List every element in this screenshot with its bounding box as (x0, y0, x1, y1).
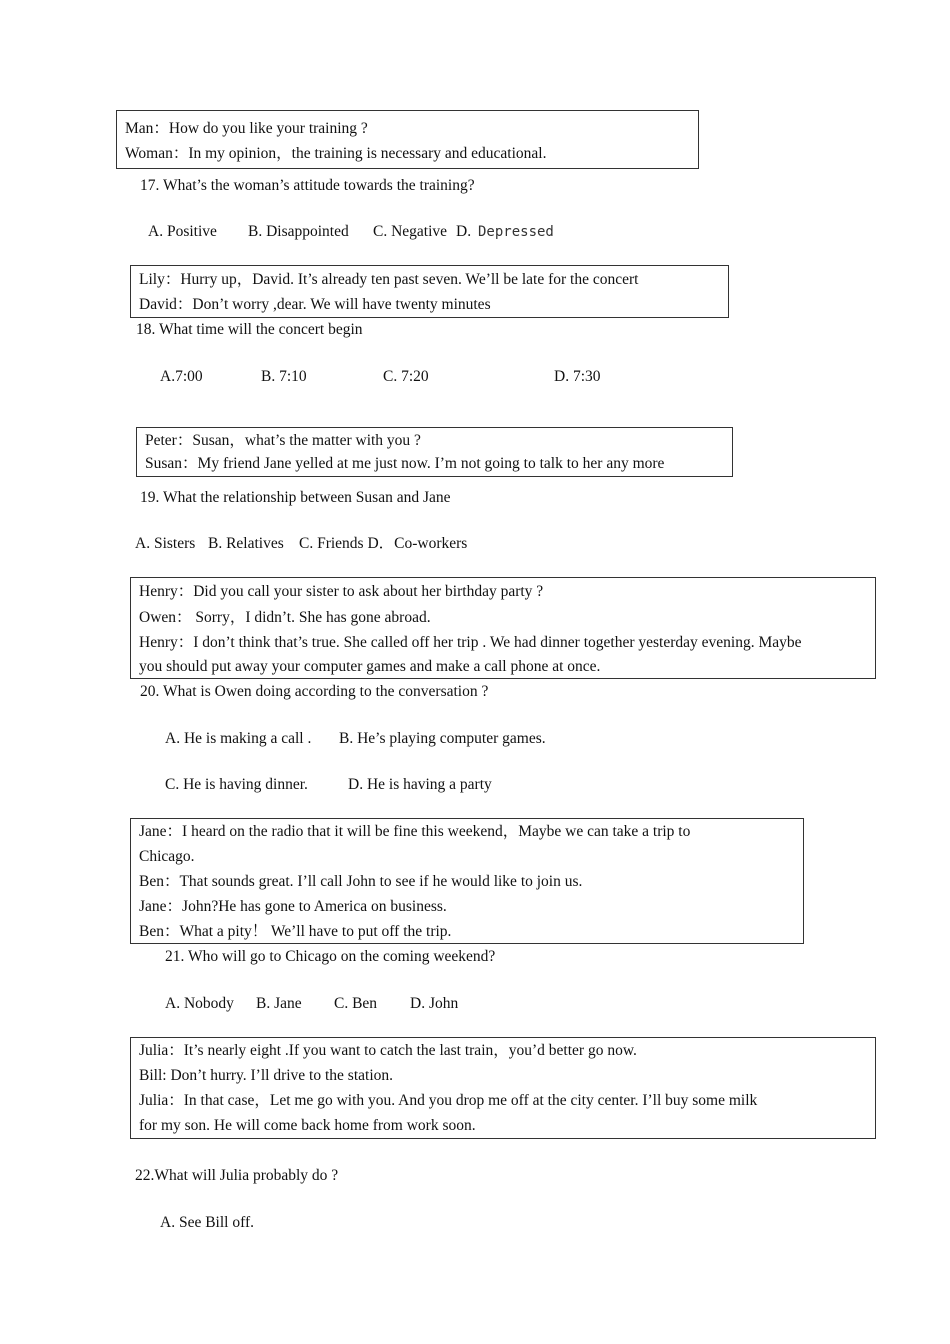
option-a: A. Nobody (165, 995, 234, 1012)
dialog-line: Henry：Did you call your sister to ask about her birthday party ? (139, 583, 544, 600)
dialog-line: Owen： Sorry，I didn’t. She has gone abroad. (139, 609, 431, 626)
option-a: A. Positive (148, 223, 217, 240)
question-17: 17. What’s the woman’s attitude towards the training? (140, 177, 475, 194)
option-d-label: D. (456, 223, 472, 240)
option-a: A. See Bill off. (160, 1214, 254, 1231)
dialog-line: Ben：What a pity！ We’ll have to put off the trip. (139, 923, 452, 940)
dialog-box-22 (130, 1037, 876, 1139)
option-b: B. He’s playing computer games. (339, 730, 546, 747)
dialog-line: Jane：John?He has gone to America on business. (139, 898, 447, 915)
dialog-line: for my son. He will come back home from work soon. (139, 1117, 476, 1134)
option-c: C. Ben (334, 995, 378, 1012)
option-c: C. 7:20 (383, 368, 429, 385)
question-20: 20. What is Owen doing according to the conversation ? (140, 683, 489, 700)
option-a: A.7:00 (160, 368, 203, 385)
dialog-line: Susan：My friend Jane yelled at me just now. I’m not going to talk to her any more (145, 455, 665, 472)
option-b: B. Disappointed (248, 223, 349, 240)
option-b: B. Relatives (208, 535, 284, 552)
dialog-box-20 (130, 577, 876, 679)
dialog-line: Chicago. (139, 848, 195, 865)
question-21: 21. Who will go to Chicago on the coming weekend? (165, 948, 496, 965)
dialog-line: Lily：Hurry up，David. It’s already ten past seven. We’ll be late for the concert (139, 271, 639, 288)
dialog-line: you should put away your computer games and make a call phone at once. (139, 658, 601, 675)
dialog-line: Peter：Susan，what’s the matter with you ? (145, 432, 421, 449)
question-19: 19. What the relationship between Susan and Jane (140, 489, 451, 506)
option-d-text: Depressed (478, 224, 554, 240)
dialog-line: Henry：I don’t think that’s true. She called off her trip . We had dinner together yesterday evening. Maybe (139, 634, 802, 651)
dialog-line: David：Don’t worry ,dear. We will have twenty minutes (139, 295, 491, 313)
option-c: C. Negative (373, 223, 448, 240)
option-c: C. He is having dinner. (165, 776, 308, 793)
dialog-box-21 (130, 818, 804, 944)
dialog-line: Jane：I heard on the radio that it will be fine this weekend，Maybe we can take a trip to (139, 823, 691, 840)
question-18: 18. What time will the concert begin (136, 321, 363, 338)
dialog-line: Ben：That sounds great. I’ll call John to see if he would like to join us. (139, 873, 583, 890)
option-d: D. John (410, 995, 459, 1012)
option-c-d: C. Friends D．Co-workers (299, 535, 468, 552)
option-b: B. 7:10 (261, 368, 307, 385)
dialog-box-18 (130, 265, 729, 318)
dialog-line: Woman：In my opinion，the training is necessary and educational. (125, 145, 547, 162)
dialog-line: Julia：In that case，Let me go with you. And you drop me off at the city center. I’ll buy some milk (139, 1092, 758, 1109)
dialog-line: Bill: Don’t hurry. I’ll drive to the station. (139, 1067, 393, 1084)
option-d: D. 7:30 (554, 368, 601, 385)
option-a: A. He is making a call . (165, 730, 312, 747)
option-d: D. He is having a party (348, 776, 492, 793)
dialog-line: Man：How do you like your training ? (125, 120, 368, 137)
option-a: A. Sisters (135, 535, 196, 552)
question-22: 22.What will Julia probably do ? (135, 1167, 339, 1184)
dialog-line: Julia：It’s nearly eight .If you want to catch the last train，you’d better go now. (139, 1042, 637, 1059)
dialog-box-17 (116, 110, 699, 169)
dialog-box-19 (136, 427, 733, 477)
option-b: B. Jane (256, 995, 302, 1012)
